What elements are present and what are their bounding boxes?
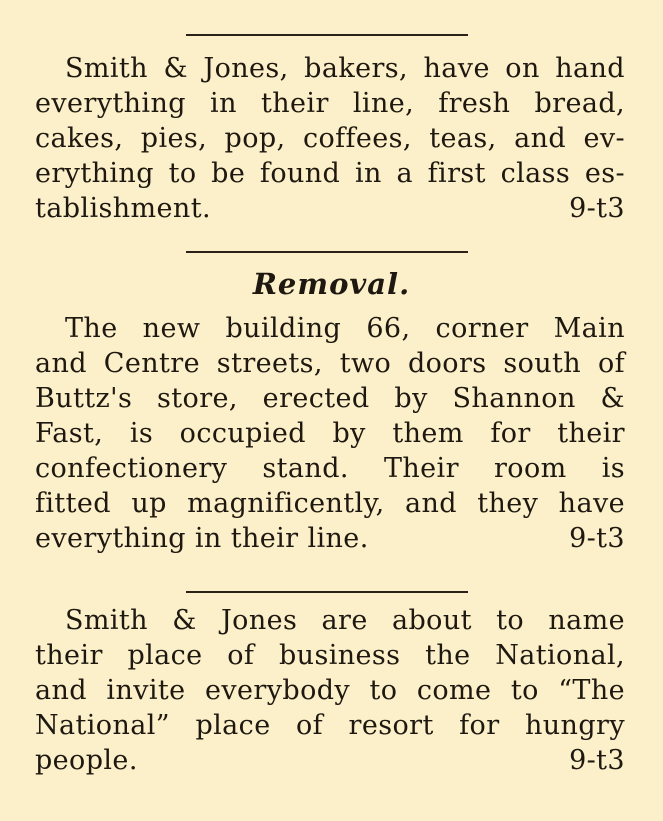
ad-line: cakes, pies, pop, coffees, teas, and ev- — [35, 123, 625, 154]
removal-heading: Removal. — [252, 267, 411, 301]
bakers-ad — [35, 51, 625, 226]
removal-notice — [35, 311, 625, 556]
ad-line-text: people. — [35, 745, 138, 776]
ad-line: and invite everybody to come to “The — [35, 675, 625, 706]
top-divider-rule — [186, 34, 468, 36]
divider-rule — [186, 251, 468, 253]
ad-line: Smith & Jones, bakers, have on hand — [65, 53, 625, 84]
ad-line: Smith & Jones are about to name — [65, 605, 625, 636]
notice-line: The new building 66, corner Main — [65, 313, 625, 344]
ad-line: their place of business the National, — [35, 640, 625, 671]
insertion-code: 9-t3 — [569, 523, 625, 554]
ad-line: erything to be found in a first class es- — [35, 158, 625, 189]
notice-line: Buttz's store, erected by Shannon & — [35, 383, 625, 414]
notice-line: fitted up magnificently, and they have — [35, 488, 625, 519]
ad-last-line — [35, 743, 625, 778]
notice-line: Fast, is occupied by them for their — [35, 418, 625, 449]
notice-line-text: everything in their line. — [35, 523, 369, 554]
divider-rule — [186, 591, 468, 593]
insertion-code: 9-t3 — [569, 193, 625, 224]
insertion-code: 9-t3 — [569, 745, 625, 776]
notice-last-line — [35, 521, 625, 556]
ad-line-text: tablishment. — [35, 193, 211, 224]
notice-line: confectionery stand. Their room is — [35, 453, 625, 484]
national-ad — [35, 603, 625, 778]
ad-last-line — [35, 191, 625, 226]
ad-line: everything in their line, fresh bread, — [35, 88, 625, 119]
notice-line: and Centre streets, two doors south of — [35, 348, 625, 379]
ad-line: National” place of resort for hungry — [35, 710, 625, 741]
